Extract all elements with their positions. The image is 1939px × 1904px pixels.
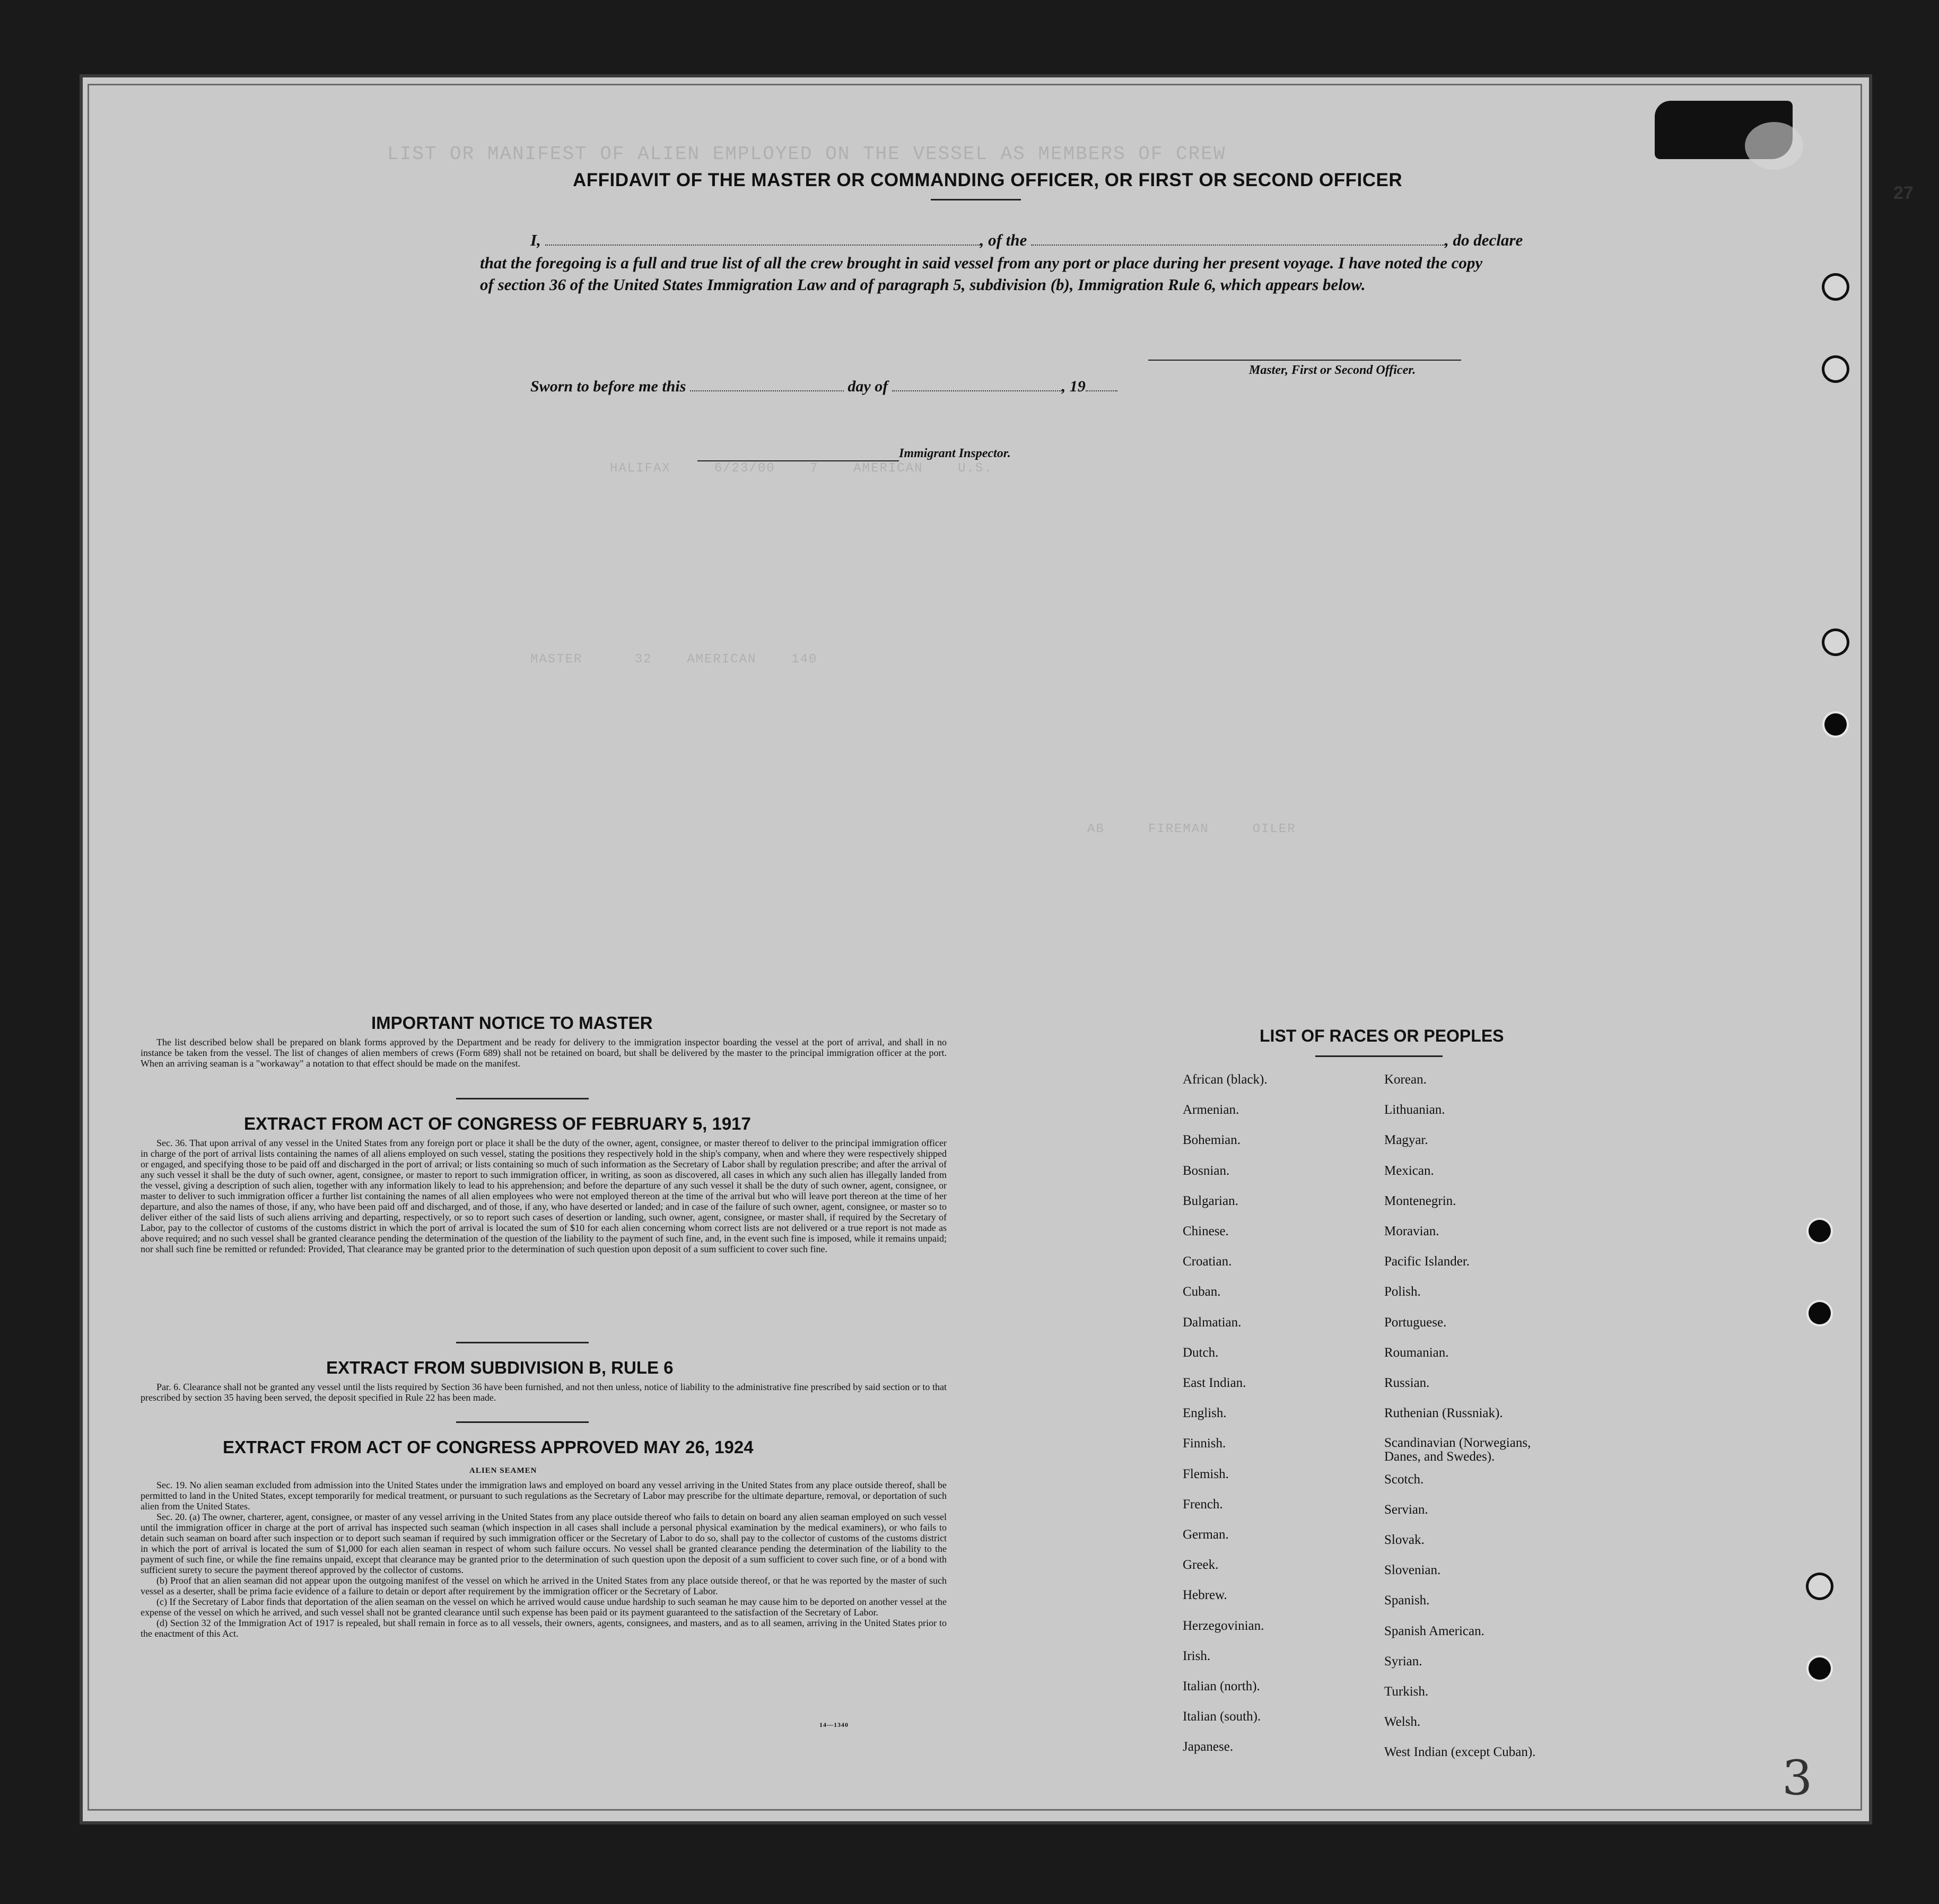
race-item: Italian (north). <box>1183 1679 1260 1693</box>
day-of-label: day of <box>848 378 888 395</box>
race-item: German. <box>1183 1527 1229 1542</box>
race-item: Spanish. <box>1384 1593 1430 1608</box>
extract-1924-paragraph: Sec. 20. (a) The owner, charterer, agent, consignee, or master of any vessel arriving in the United States from any place outside thereof who fails to detain on board any alien seaman employed on such vessel until the immigration officer in charge at the port of arrival has inspected such seaman (which inspection in all cases shall include a personal physical examination by the medical examiners), or who fails to detain such seaman on board after such inspection or to deport such seaman if required by such immigration officer or the Secretary of Labor to do so, shall pay to the collector of customs of the customs district in which the port of arrival is located the sum of $1,000 for each alien seaman in respect of whom such failure occurs. No vessel shall be granted clearance pending the determination of the liability to the payment of such fine, or while the fine remains unpaid, except that clearance may be granted prior to the determination of such question upon the deposit of a sum sufficient to cover such fine, or of a bond with sufficient surety to secure the payment thereof approved by the collector of customs. <box>141 1512 947 1575</box>
race-item: Moravian. <box>1384 1224 1439 1238</box>
race-item: Hebrew. <box>1183 1588 1227 1603</box>
races-underline <box>1315 1055 1443 1057</box>
race-item: Ruthenian (Russniak). <box>1384 1406 1503 1421</box>
race-item: Slovak. <box>1384 1533 1425 1547</box>
do-declare-label: , do declare <box>1445 231 1523 249</box>
sworn-line <box>530 378 1117 396</box>
extract-1924-paragraph: (b) Proof that an alien seaman did not appear upon the outgoing manifest of the vessel on which he arrived in the United States from any place outside thereof, or that he was reported by the master of such vessel as a deserter, shall be prima facie evidence of a failure to detain or deport after requirement by the immigration officer or the Secretary of Labor. <box>141 1575 947 1596</box>
race-item: Bulgarian. <box>1183 1193 1238 1208</box>
tape-highlight <box>1745 122 1803 170</box>
divider <box>456 1421 589 1423</box>
important-notice-paragraph: The list described below shall be prepared on blank forms approved by the Department and be ready for delivery to the immigration inspector boarding the vessel at the port of arrival, and shall in no instance be taken from the vessel. The list of changes of alien members of crews (Form 689) shall not be retained on board, but shall be delivered by the master to the principal immigration officer at the port. When an arriving seaman is a "workaway" a notation to that effect should be made on the manifest. <box>141 1037 947 1069</box>
race-item: Armenian. <box>1183 1103 1239 1117</box>
bleed-through-text: HALIFAX 6/23/00 7 AMERICAN U.S. <box>610 461 993 476</box>
sworn-label: Sworn to before me this <box>530 378 686 395</box>
race-item: Magyar. <box>1384 1133 1428 1148</box>
race-item: Portuguese. <box>1384 1315 1447 1330</box>
bleed-through-text: MASTER 32 AMERICAN 140 <box>530 652 818 667</box>
race-item: Cuban. <box>1183 1285 1221 1299</box>
race-item: Welsh. <box>1384 1715 1421 1730</box>
race-item: Turkish. <box>1384 1684 1429 1699</box>
race-item: Lithuanian. <box>1384 1103 1445 1117</box>
extract-1917-title: EXTRACT FROM ACT OF CONGRESS OF FEBRUARY 5, 1917 <box>244 1114 751 1133</box>
extract-1924-title: EXTRACT FROM ACT OF CONGRESS APPROVED MAY 26, 1924 <box>223 1437 754 1457</box>
race-item: East Indian. <box>1183 1376 1246 1390</box>
sworn-month-field[interactable] <box>892 390 1062 391</box>
race-item: Servian. <box>1384 1502 1428 1517</box>
race-item: Scotch. <box>1384 1472 1424 1487</box>
extract-rule6-text <box>141 1382 947 1403</box>
extract-1917-text <box>141 1138 947 1254</box>
divider <box>456 1098 589 1099</box>
handwritten-mark: 3 <box>1782 1750 1813 1806</box>
sworn-day-field[interactable] <box>690 390 844 391</box>
binder-hole <box>1824 358 1847 380</box>
extract-rule6-paragraph: Par. 6. Clearance shall not be granted any vessel until the lists required by Section 36 have been furnished, and not then unless, notice of liability to the administrative fine prescribed by said section or to that prescribed by section 35 having been served, the deposit specified in Rule 22 has been made. <box>141 1382 947 1403</box>
race-item: Pacific Islander. <box>1384 1254 1470 1269</box>
races-title: LIST OF RACES OR PEOPLES <box>1260 1026 1504 1045</box>
binder-hole <box>1809 1575 1831 1597</box>
affidavit-statement: that the foregoing is a full and true list of all the crew brought in said vessel from any port or place during her present voyage. I have noted the copy of section 36 of the United States Immigration Law and of paragraph 5, subdivision (b), Immigration Rule 6, which appears below. <box>480 254 1483 294</box>
inspector-label: Immigrant Inspector. <box>899 447 1011 460</box>
race-item: Finnish. <box>1183 1436 1226 1451</box>
race-item: Bohemian. <box>1183 1133 1241 1148</box>
race-item: Italian (south). <box>1183 1709 1261 1724</box>
extract-1924-paragraph: (c) If the Secretary of Labor finds that deportation of the alien seaman on the vessel on which he arrived would cause undue hardship to such seaman he may cause him to be deported on another vessel at the expense of the vessel on which he arrived, and such vessel shall not be granted clearance until such expense has been paid or its payment guaranteed to the satisfaction of the Secretary of Labor. <box>141 1596 947 1618</box>
important-notice-text <box>141 1037 947 1069</box>
race-item: Flemish. <box>1183 1466 1229 1481</box>
sworn-year-field[interactable] <box>1086 390 1117 391</box>
race-item: Croatian. <box>1183 1254 1232 1269</box>
inspector-signature-line[interactable] <box>697 460 899 461</box>
race-item: West Indian (except Cuban). <box>1384 1745 1536 1760</box>
binder-hole <box>1824 631 1847 653</box>
race-item: Bosnian. <box>1183 1163 1230 1178</box>
extract-1924-subtitle: ALIEN SEAMEN <box>469 1466 537 1475</box>
extract-1917-paragraph: Sec. 36. That upon arrival of any vessel in the United States from any foreign port or place it shall be the duty of the owner, agent, consignee, or master thereof to deliver to the principal immigration officer in charge of the port of arrival lists containing the names of all aliens employed on such vessel, stating the positions they respectively hold in the ship's company, when and where they were respectively shipped or engaged, and specifying those to be paid off and discharged in the port of arrival; or lists containing so much of such information as the Secretary of Labor shall by regulation prescribe; and after the arrival of any such vessel it shall be the duty of such owner, agent, consignee, or master to report to such immigration officer, in writing, as soon as discovered, all cases in which any such alien has illegally landed from the vessel, giving a description of such alien, together with any information likely to lead to his apprehension; and before the departure of any such vessel it shall be the duty of such owner, agent, consignee, or master to deliver to such immigration officer a further list containing the names of all alien employees who were not employed thereon at the time of the arrival but who will leave port thereon at the time of her departure, and also the names of those, if any, who have been paid off and discharged, and of those, if any, who have deserted or landed; and in case of the failure of such owner, agent, consignee, or master so to deliver either of the said lists of such aliens arriving and departing, respectively, or so to report such cases of desertion or landing, such owner, agent, consignee, or master shall, if required by the Secretary of Labor, pay to the collector of customs of the customs district in which the port of arrival is located the sum of $10 for each alien concerning whom correct lists are not delivered or a true report is not made as above required; and no such vessel shall be granted clearance pending the determination of the question of the liability to the payment of such fine, and, in the event such fine is imposed, while it remains unpaid; nor shall such fine be remitted or refunded: Provided, That clearance may be granted prior to the determination of such question upon deposit of a sum sufficient to cover such fine. <box>141 1138 947 1254</box>
form-number: 14—1340 <box>819 1721 849 1728</box>
race-item: Chinese. <box>1183 1224 1229 1238</box>
extract-1924-paragraph: Sec. 19. No alien seaman excluded from admission into the United States under the immigration laws and employed on board any vessel arriving in the United States from any place outside thereof, shall be permitted to land in the United States, except temporarily for medical treatment, or pursuant to such regulations as the Secretary of Labor may prescribe for the ultimate departure, removal, or deportation of such alien from the United States. <box>141 1480 947 1512</box>
binder-hole <box>1809 1657 1831 1680</box>
bleed-through-text: LIST OR MANIFEST OF ALIEN EMPLOYED ON THE VESSEL AS MEMBERS OF CREW <box>387 143 1226 165</box>
bleed-through-text: AB FIREMAN OILER <box>1087 822 1296 836</box>
i-label: I, <box>530 231 541 249</box>
divider <box>456 1342 589 1343</box>
extract-1924-paragraph: (d) Section 32 of the Immigration Act of 1917 is repealed, but shall remain in force as to all vessels, their owners, agents, consignees, and masters, and as to all seamen, arriving in the United States prior to the enactment of this Act. <box>141 1618 947 1639</box>
race-item: Dalmatian. <box>1183 1315 1242 1330</box>
affidavit-title: AFFIDAVIT OF THE MASTER OR COMMANDING OFFICER, OR FIRST OR SECOND OFFICER <box>573 170 1403 190</box>
binder-hole <box>1824 276 1847 298</box>
binder-hole <box>1824 713 1847 736</box>
race-item: Mexican. <box>1384 1163 1434 1178</box>
race-item: Slovenian. <box>1384 1563 1441 1578</box>
year-prefix: , 19 <box>1061 378 1086 395</box>
vessel-name-field[interactable] <box>1031 244 1445 246</box>
race-item: Dutch. <box>1183 1345 1219 1360</box>
race-item: English. <box>1183 1406 1227 1421</box>
title-underline <box>931 199 1021 200</box>
signature-line[interactable] <box>1148 360 1461 361</box>
race-item: Syrian. <box>1384 1654 1422 1669</box>
race-item: Polish. <box>1384 1285 1421 1299</box>
race-item: Japanese. <box>1183 1740 1234 1754</box>
race-item: Spanish American. <box>1384 1623 1484 1638</box>
race-item: Irish. <box>1183 1648 1211 1663</box>
race-item: African (black). <box>1183 1072 1268 1087</box>
of-the-label: , of the <box>980 231 1027 249</box>
extract-rule6-title: EXTRACT FROM SUBDIVISION B, RULE 6 <box>326 1358 674 1377</box>
race-item: Russian. <box>1384 1376 1430 1390</box>
race-item: Montenegrin. <box>1384 1193 1456 1208</box>
race-item: Scandinavian (Norwegians, Danes, and Swedes). <box>1384 1436 1531 1464</box>
master-signature-label: Master, First or Second Officer. <box>1249 363 1416 377</box>
binder-hole <box>1809 1220 1831 1242</box>
page-number: 27 <box>1893 183 1914 203</box>
declarant-name-field[interactable] <box>545 244 980 246</box>
race-item: Herzegovinian. <box>1183 1618 1264 1633</box>
race-item: Korean. <box>1384 1072 1427 1087</box>
race-item: Greek. <box>1183 1558 1219 1573</box>
extract-1924-text <box>141 1480 947 1639</box>
declarant-line <box>530 231 1523 250</box>
race-item: French. <box>1183 1497 1223 1512</box>
binder-hole <box>1809 1302 1831 1324</box>
race-item: Roumanian. <box>1384 1345 1449 1360</box>
important-notice-title: IMPORTANT NOTICE TO MASTER <box>371 1013 653 1033</box>
